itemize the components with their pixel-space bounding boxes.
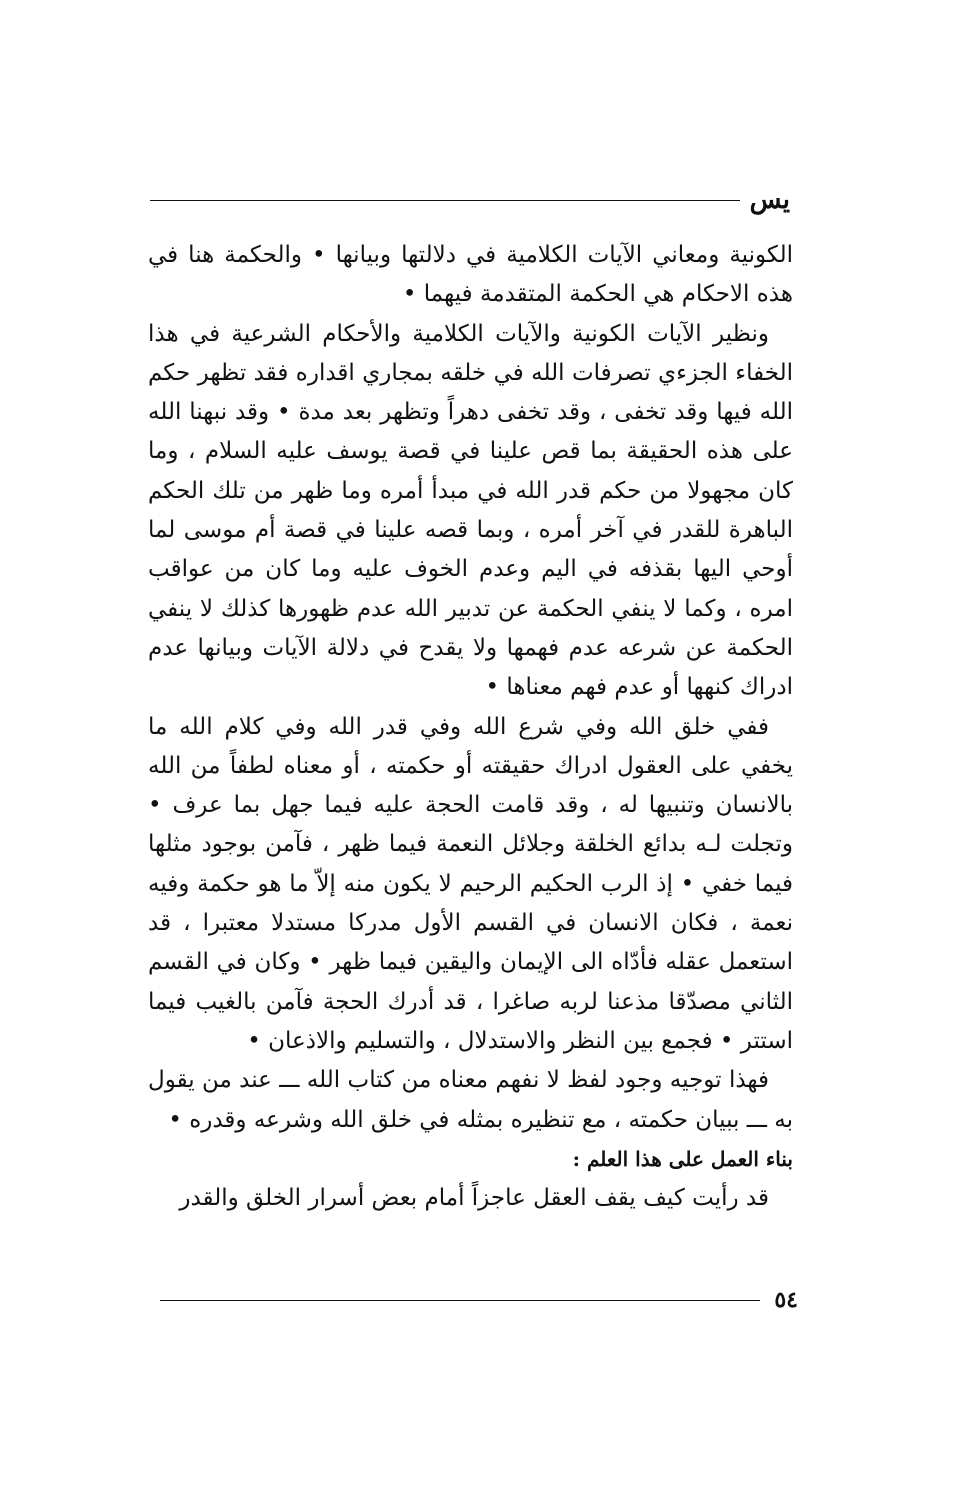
paragraph-4: فهذا توجيه وجود لفظ لا نفهم معناه من كتاب الله ـــ عند من يقول به ـــ ببيان حكمته ، مع تنظيره بمثله في خلق الله وشرعه وقدره • <box>148 1067 793 1133</box>
section-subheading: بناء العمل على هذا العلم : <box>572 1146 793 1171</box>
body-text <box>148 236 793 1218</box>
header-title: يس <box>749 185 790 215</box>
header-rule <box>150 200 740 201</box>
paragraph-3: ففي خلق الله وفي شرع الله وفي قدر الله وفي كلام الله ما يخفي على العقول ادراك حقيقته أو حكمته ، أو معناه لطفاً من الله بالانسان وتنبيها له ، وقد قامت الحجة عليه فيما جهل بما عرف • وتجلت لـه بدائع الخلقة وجلائل النعمة فيما ظهر ، فآمن بوجود مثلها فيما خفي • إذ الرب الحكيم الرحيم لا يكون منه إلاّ ما هو حكمة وفيه نعمة ، فكان الانسان في القسم الأول مدركا مستدلا معتبرا ، قد استعمل عقله فأدّاه الى الإيمان واليقين فيما ظهر • وكان في القسم الثاني مصدّقا مذعنا لربه صاغرا ، قد أدرك الحجة فآمن بالغيب فيما استتر • فجمع بين النظر والاستدلال ، والتسليم والاذعان • <box>148 713 793 1054</box>
closing-paragraph: قد رأيت كيف يقف العقل عاجزاً أمام بعض أسرار الخلق والقدر <box>179 1185 769 1212</box>
footer-rule <box>160 1300 760 1301</box>
running-header <box>150 180 790 220</box>
page-footer <box>158 1282 798 1318</box>
paragraph-2: ونظير الآيات الكونية والآيات الكلامية والأحكام الشرعية في هذا الخفاء الجزءي تصرفات الله في خلقه بمجاري اقداره فقد تظهر حكم الله فيها وقد تخفى ، وقد تخفى دهراً وتظهر بعد مدة • وقد نبهنا الله على هذه الحقيقة بما قص علينا في قصة يوسف عليه السلام ، وما كان مجهولا من حكم قدر الله في مبدأ أمره وما ظهر من تلك الحكم الباهرة للقدر في آخر أمره ، وبما قصه علينا في قصة أم موسى لما أوحي اليها بقذفه في اليم وعدم الخوف عليه وما كان من عواقب امره ، وكما لا ينفي الحكمة عن تدبير الله عدم ظهورها كذلك لا ينفي الحكمة عن شرعه عدم فهمها ولا يقدح في دلالة الآيات وبيانها عدم ادراك كنهها أو عدم فهم معناها • <box>148 320 793 701</box>
page-number: ٥٤ <box>774 1287 798 1313</box>
paragraph-1: الكونية ومعاني الآيات الكلامية في دلالتها وبيانها • والحكمة هنا في هذه الاحكام هي الحكمة المتقدمة فيهما • <box>148 242 793 308</box>
